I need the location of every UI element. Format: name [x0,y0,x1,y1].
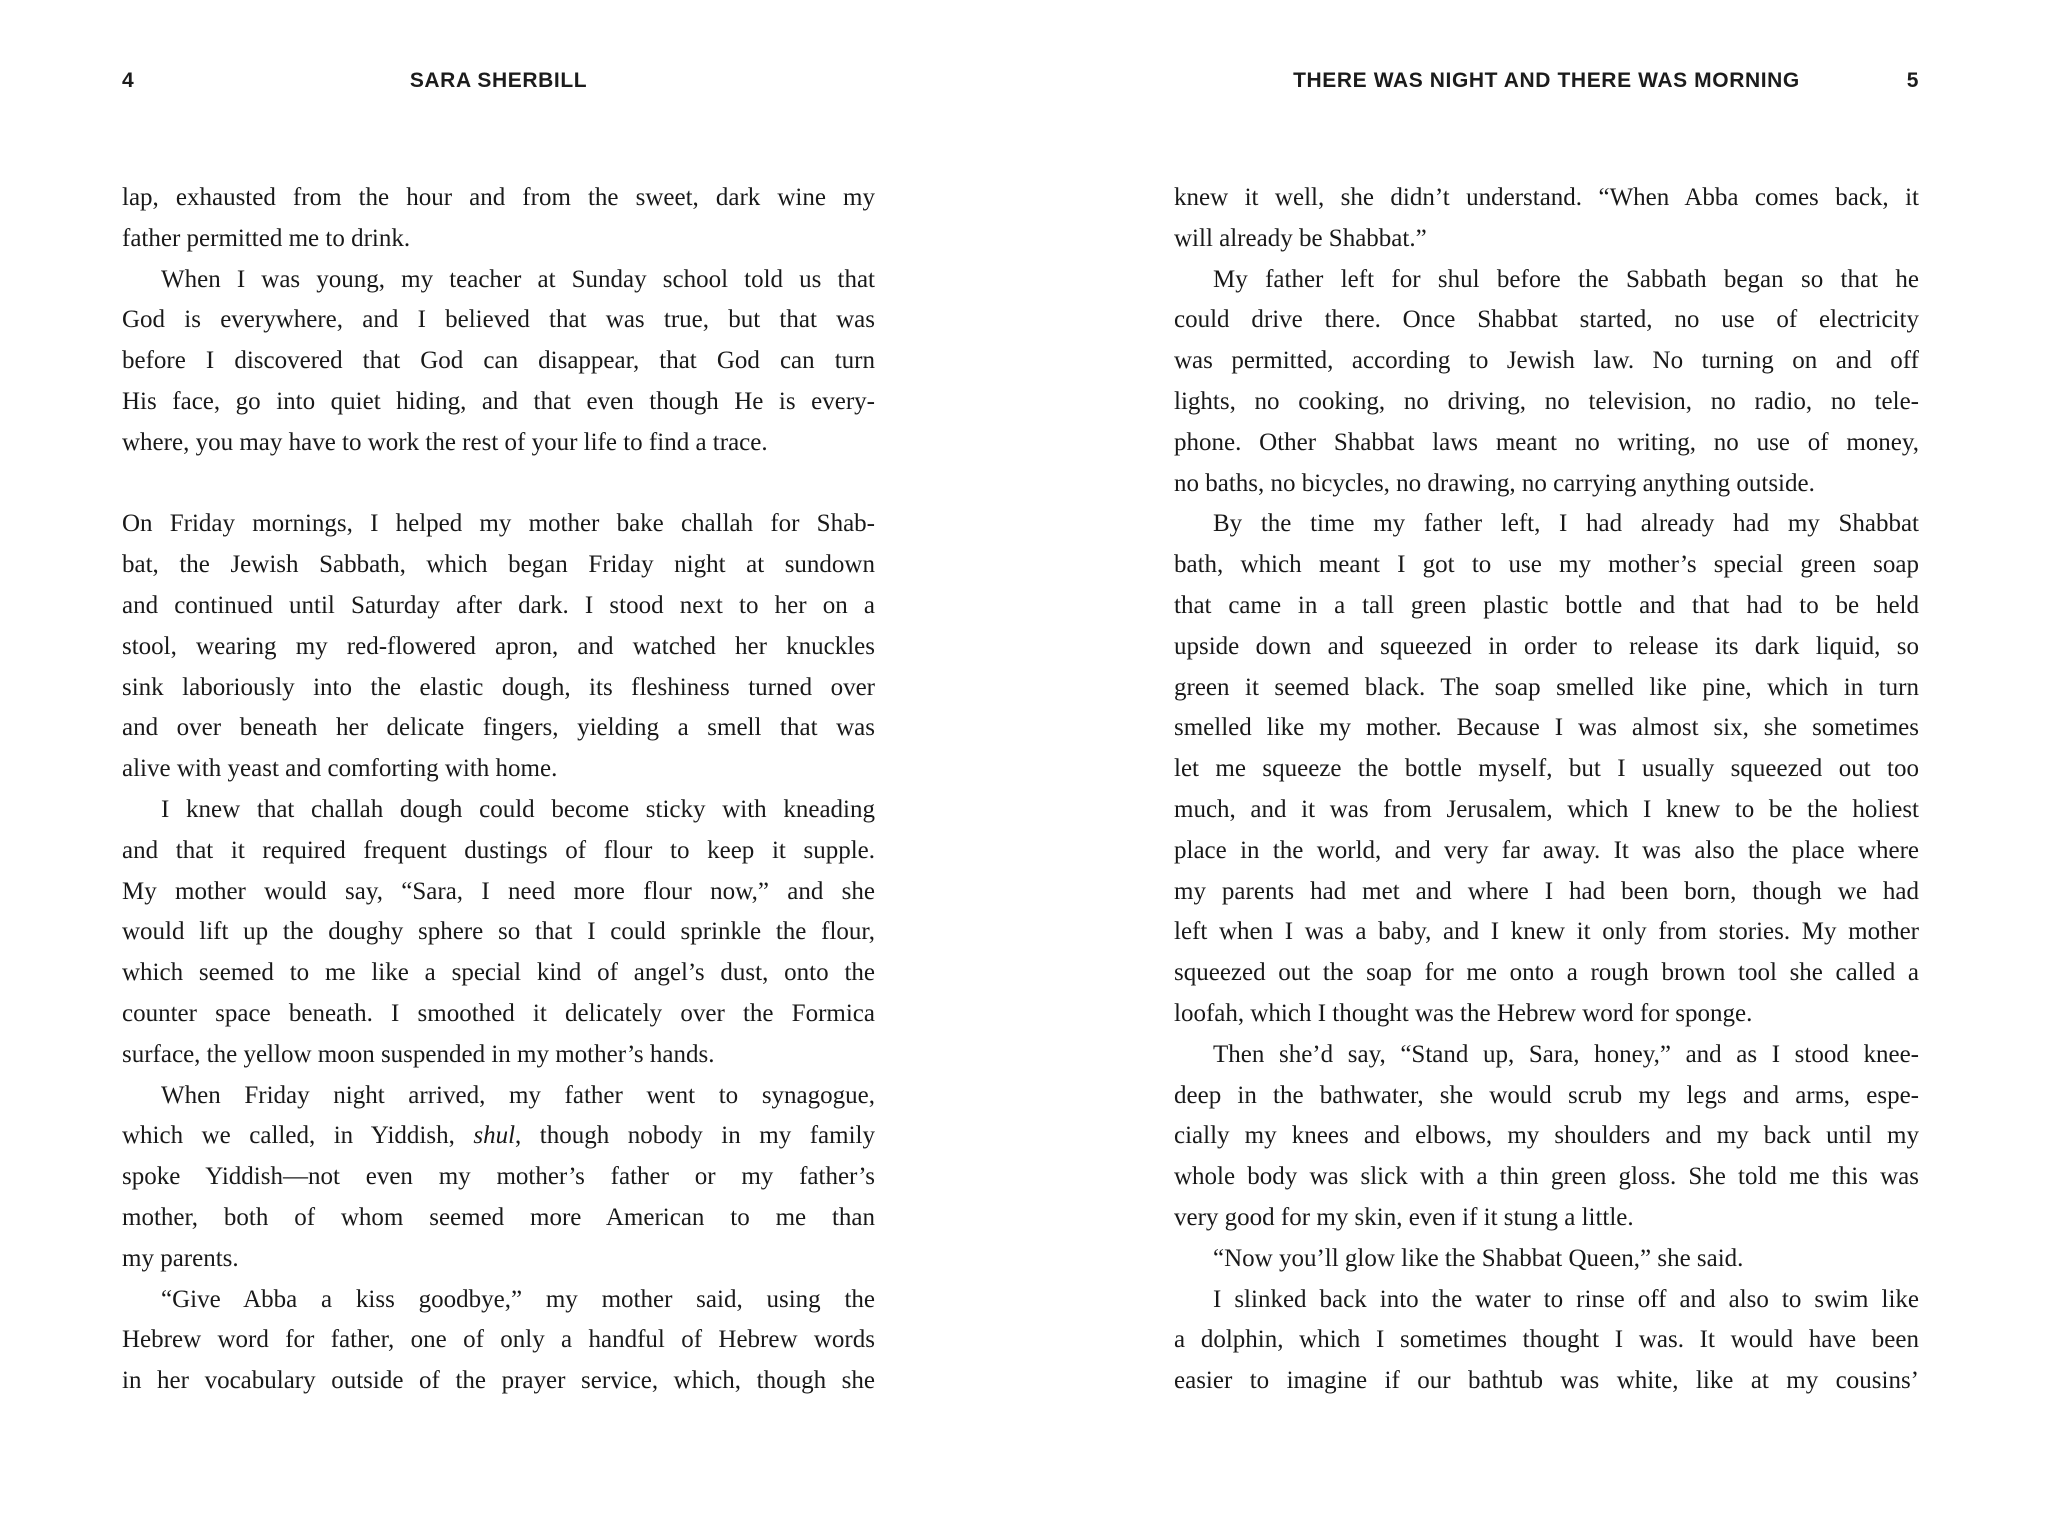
left-page-text-block [122,178,875,1402]
text-line: alive with yeast and comforting with home. [122,755,558,783]
right-page-text-block [1174,178,1919,1402]
text-line: father permitted me to drink. [122,224,411,252]
page-number-right: 5 [1906,69,1919,92]
text-line: which seemed to me like a special kind of angel’s dust, onto the [122,959,875,987]
text-line: easier to imagine if our bathtub was white, like at my cousins’ [1174,1367,1919,1395]
text-line: deep in the bathwater, she would scrub my legs and arms, espe- [1174,1081,1919,1109]
paragraph [122,790,875,1076]
text-line: Then she’d say, “Stand up, Sara, honey,” and as I stood knee- [1213,1040,1919,1068]
text-line: left when I was a baby, and I knew it only from stories. My mother [1174,918,1919,946]
text-line: my parents had met and where I had been born, though we had [1174,877,1919,905]
text-line: bat, the Jewish Sabbath, which began Friday night at sundown [122,551,875,579]
text-line: which we called, in Yiddish, shul, though nobody in my family [122,1122,875,1150]
paragraph [122,1280,875,1402]
text-line: let me squeeze the bottle myself, but I usually squeezed out too [1174,755,1919,783]
text-line: My mother would say, “Sara, I need more flour now,” and she [122,877,875,905]
text-line: whole body was slick with a thin green gloss. She told me this was [1174,1163,1919,1191]
text-line: squeezed out the soap for me onto a rough brown tool she called a [1174,959,1919,987]
text-line: When I was young, my teacher at Sunday school told us that [161,265,875,293]
text-line: was permitted, according to Jewish law. No turning on and off [1174,347,1919,375]
paragraph [1174,178,1919,260]
text-line: sink laboriously into the elastic dough, its fleshiness turned over [122,673,875,701]
text-line: green it seemed black. The soap smelled like pine, which in turn [1174,673,1919,701]
text-line: spoke Yiddish—not even my mother’s father or my father’s [122,1163,875,1191]
text-line: bath, which meant I got to use my mother’s special green soap [1174,551,1919,579]
text-line: His face, go into quiet hiding, and that even though He is every- [122,387,875,415]
text-line: I knew that challah dough could become sticky with kneading [161,795,875,823]
text-line: “Give Abba a kiss goodbye,” my mother said, using the [161,1285,875,1313]
text-line: smelled like my mother. Because I was almost six, she sometimes [1174,714,1919,742]
paragraph [122,1076,875,1280]
text-line: On Friday mornings, I helped my mother bake challah for Shab- [122,510,875,538]
paragraph [1174,504,1919,1034]
text-line: and continued until Saturday after dark. I stood next to her on a [122,591,875,619]
running-head-author: SARA SHERBILL [409,69,588,92]
text-line: upside down and squeezed in order to release its dark liquid, so [1174,632,1919,660]
paragraph [1174,260,1919,505]
text-line: very good for my skin, even if it stung a little. [1174,1203,1634,1231]
text-line: in her vocabulary outside of the prayer service, which, though she [122,1367,875,1395]
text-line: counter space beneath. I smoothed it delicately over the Formica [122,999,875,1027]
text-line: loofah, which I thought was the Hebrew word for sponge. [1174,999,1753,1027]
text-line: would lift up the doughy sphere so that I could sprinkle the flour, [122,918,875,946]
text-line: mother, both of whom seemed more American to me than [122,1203,875,1231]
text-line: that came in a tall green plastic bottle and that had to be held [1174,591,1919,619]
text-line: God is everywhere, and I believed that was true, but that was [122,306,875,334]
text-line: place in the world, and very far away. It was also the place where [1174,836,1919,864]
paragraph [1174,1239,1919,1280]
text-line: When Friday night arrived, my father went to synagogue, [161,1081,875,1109]
paragraph [122,260,875,464]
text-line: I slinked back into the water to rinse off and also to swim like [1213,1285,1919,1313]
text-line: My father left for shul before the Sabbath began so that he [1213,265,1919,293]
paragraph [122,178,875,260]
text-line: will already be Shabbat.” [1174,224,1427,252]
text-line: cially my knees and elbows, my shoulders and my back until my [1174,1122,1919,1150]
text-line: much, and it was from Jerusalem, which I knew to be the holiest [1174,795,1919,823]
text-line: lights, no cooking, no driving, no television, no radio, no tele- [1174,387,1919,415]
text-line: stool, wearing my red-flowered apron, and watched her knuckles [122,632,875,660]
text-line: lap, exhausted from the hour and from the sweet, dark wine my [122,184,875,211]
paragraph [1174,1280,1919,1402]
running-head-title: THERE WAS NIGHT AND THERE WAS MORNING [1293,69,1800,92]
text-line: phone. Other Shabbat laws meant no writing, no use of money, [1174,428,1919,456]
text-line: By the time my father left, I had already had my Shabbat [1213,510,1919,538]
text-line: where, you may have to work the rest of your life to find a trace. [122,428,768,456]
text-line: a dolphin, which I sometimes thought I was. It would have been [1174,1326,1919,1354]
text-line: and over beneath her delicate fingers, yielding a smell that was [122,714,875,742]
text-line: knew it well, she didn’t understand. “When Abba comes back, it [1174,184,1919,211]
text-line: before I discovered that God can disappear, that God can turn [122,347,875,375]
paragraph [1174,1035,1919,1239]
text-line: Hebrew word for father, one of only a handful of Hebrew words [122,1326,875,1354]
text-line: and that it required frequent dustings of flour to keep it supple. [122,836,875,864]
text-line: “Now you’ll glow like the Shabbat Queen,” she said. [1213,1244,1744,1272]
text-line: surface, the yellow moon suspended in my mother’s hands. [122,1040,715,1068]
text-line: could drive there. Once Shabbat started, no use of electricity [1174,306,1919,334]
text-line: no baths, no bicycles, no drawing, no carrying anything outside. [1174,469,1815,497]
text-line: my parents. [122,1244,239,1272]
paragraph [122,504,875,790]
page-number-left: 4 [122,69,135,92]
